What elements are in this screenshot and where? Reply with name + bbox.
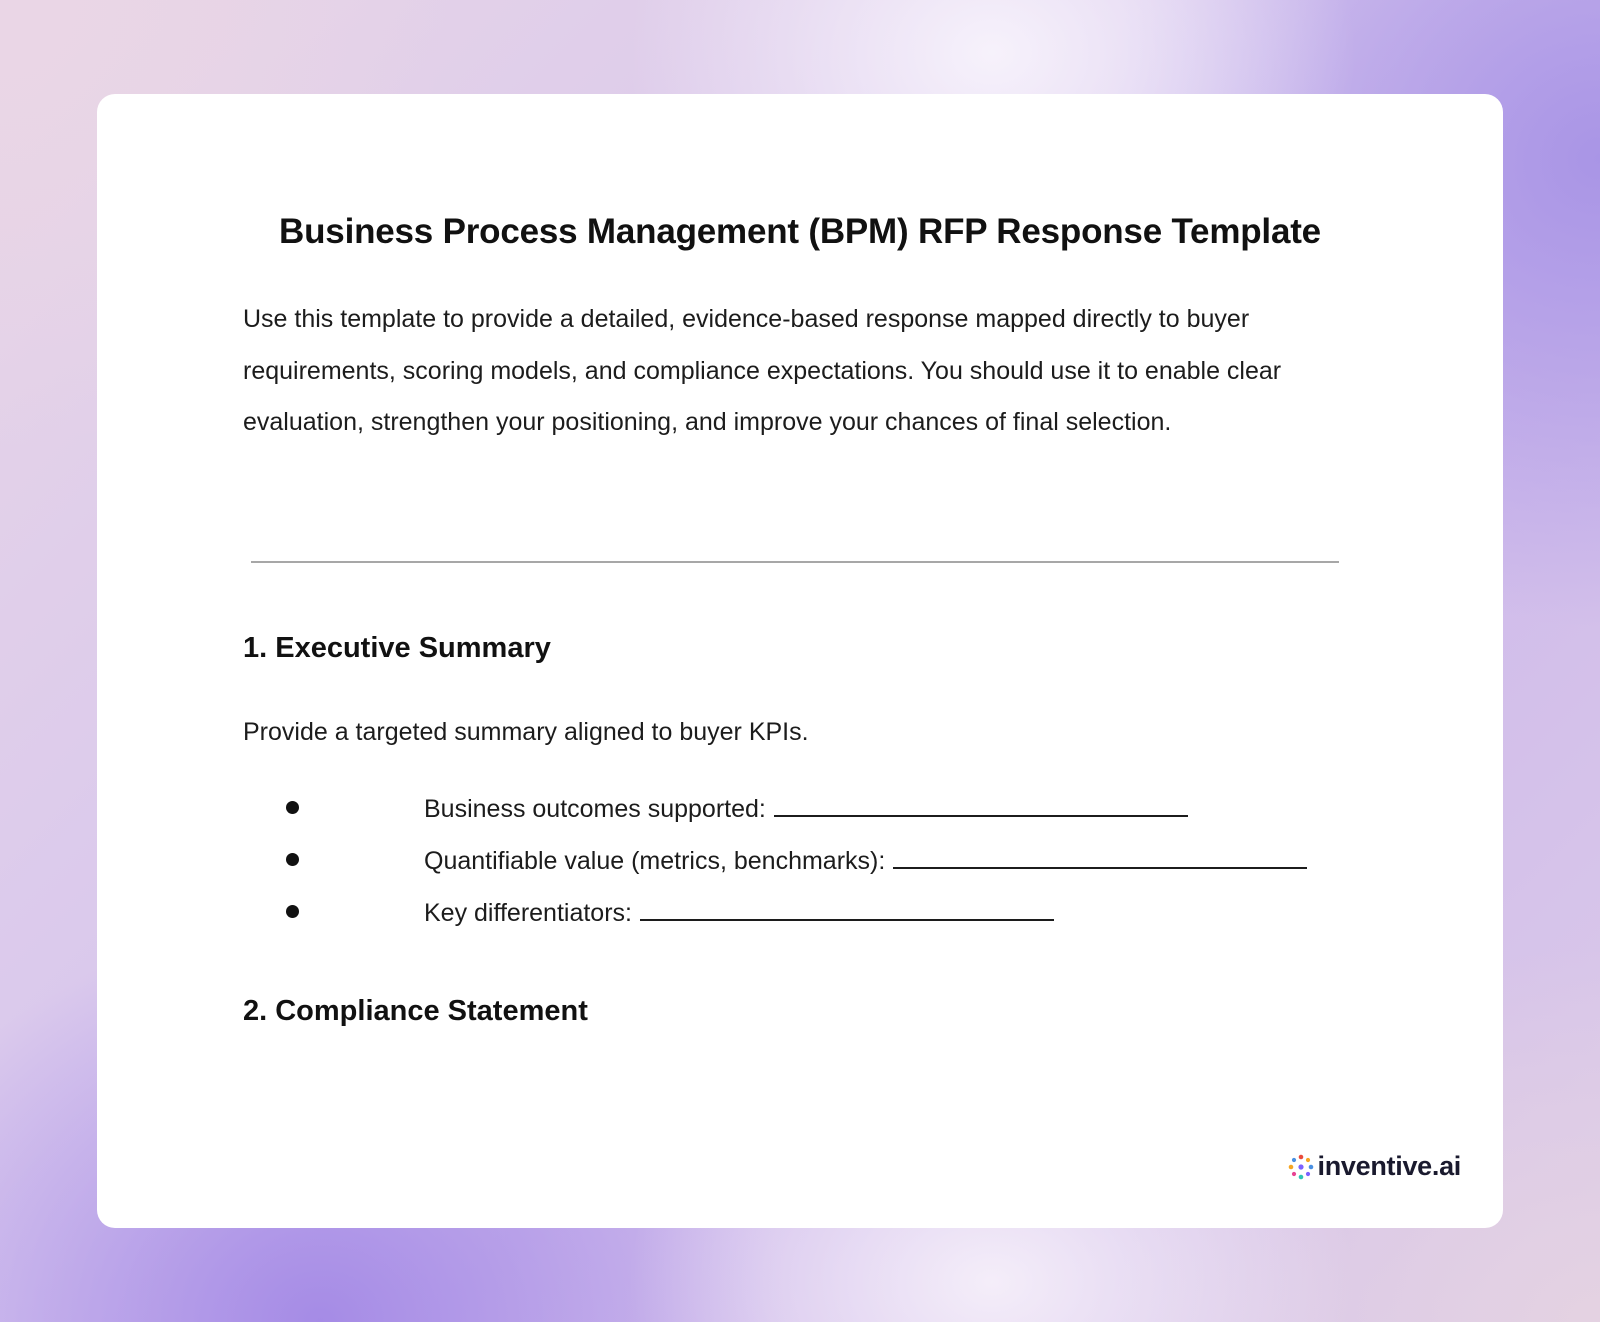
fill-in-blank-line[interactable] xyxy=(640,893,1054,921)
list-item-text xyxy=(424,893,1054,928)
sparkle-dots-icon xyxy=(1288,1154,1314,1180)
list-item-label: Quantifiable value (metrics, benchmarks): xyxy=(424,847,886,875)
document-title: Business Process Management (BPM) RFP Response Template xyxy=(279,212,1321,251)
section-heading-compliance-statement: 2. Compliance Statement xyxy=(243,995,588,1027)
list-item-label: Key differentiators: xyxy=(424,899,632,927)
bullet-icon xyxy=(286,801,299,814)
list-item-text xyxy=(424,789,1188,824)
bullet-icon xyxy=(286,853,299,866)
brand-logo xyxy=(1288,1151,1461,1182)
document-card xyxy=(97,94,1503,1228)
intro-paragraph: Use this template to provide a detailed, evidence-based response mapped directly to buyer requirements, scoring models, and compliance expectations. You should use it to enable clear evaluation, strengthen your positioning, and improve your chances of final selection. xyxy=(243,305,1282,436)
list-item-text xyxy=(424,841,1307,876)
brand-logo-text: inventive.ai xyxy=(1317,1151,1461,1181)
section-heading-executive-summary: 1. Executive Summary xyxy=(243,632,551,664)
list-item-label: Business outcomes supported: xyxy=(424,795,766,823)
section-divider xyxy=(251,561,1339,563)
executive-summary-description: Provide a targeted summary aligned to buyer KPIs. xyxy=(243,718,809,746)
bullet-icon xyxy=(286,905,299,918)
fill-in-blank-line[interactable] xyxy=(893,841,1307,869)
fill-in-blank-line[interactable] xyxy=(774,789,1188,817)
